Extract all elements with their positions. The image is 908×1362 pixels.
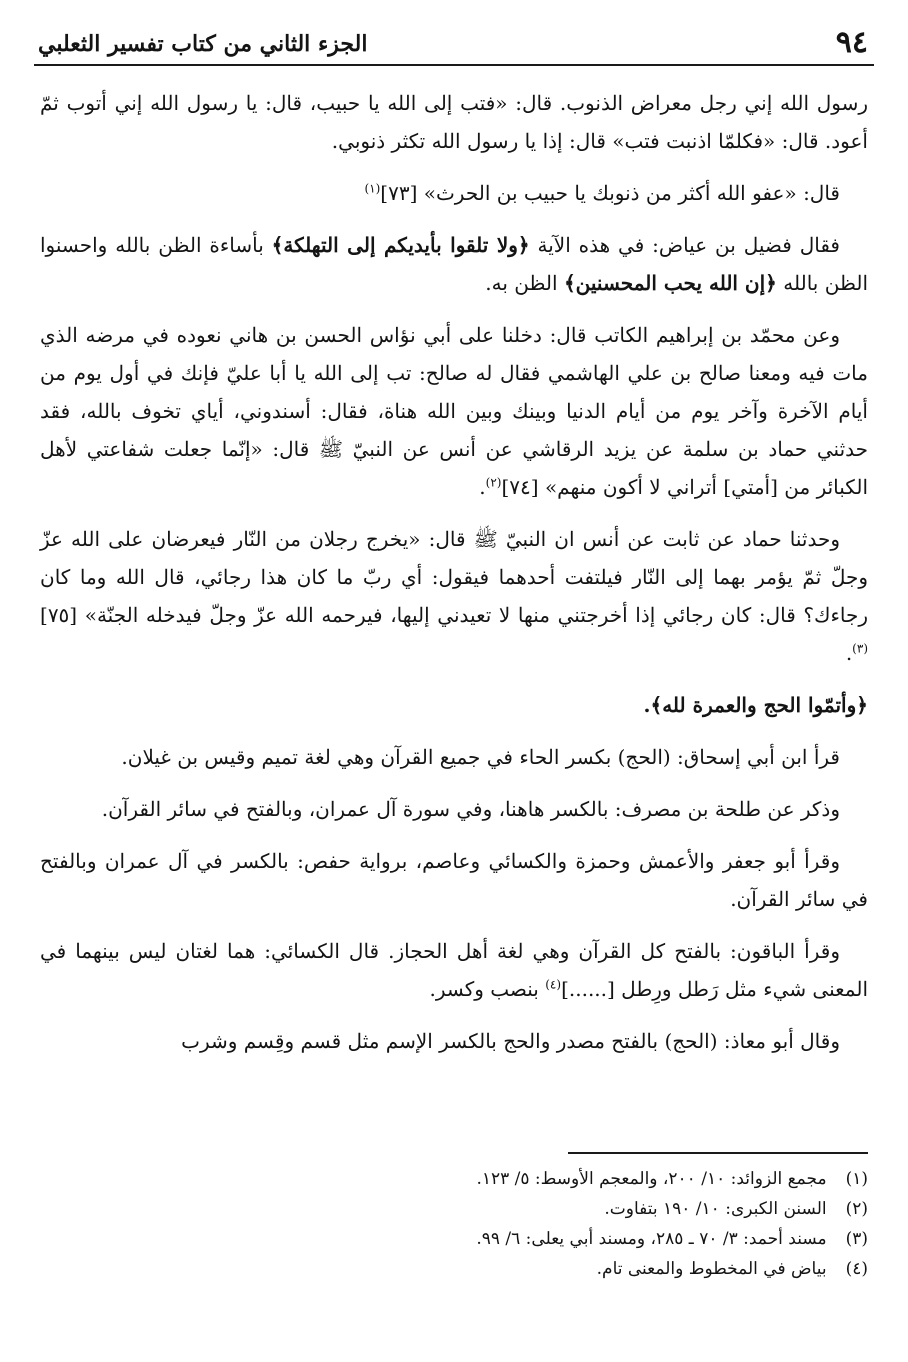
- footnote-text: بياض في المخطوط والمعنى تام.: [596, 1259, 827, 1279]
- paragraph-4: [40, 316, 868, 506]
- paragraph-1: [40, 84, 868, 160]
- footnote-number: (٤): [845, 1259, 868, 1279]
- paragraph-7: [40, 790, 868, 828]
- footnote-ref: (٤): [545, 977, 562, 992]
- paragraph-10: [40, 1022, 868, 1060]
- footnote-3: [40, 1224, 868, 1254]
- paragraph-text: قرأ ابن أبي إسحاق: (الحج) بكسر الحاء في جميع القرآن وهي لغة تميم وقيس بن غيلان.: [121, 745, 840, 769]
- footnote-1: [40, 1164, 868, 1194]
- page-header: [34, 24, 874, 66]
- paragraph-text: فقال فضيل بن عياض: في هذه الآية: [529, 233, 840, 257]
- paragraph-text: وحدثنا حماد عن ثابت عن أنس ان النبيّ ﷺ قال: «يخرج رجلان من النّار فيعرضان على الله عزّ وجلّ ثمّ يؤمر بهما إلى النّار فيلتفت أحدهما فيقول: أي ربّ ما كان هذا رجائي، قال الله وما كان رجاءك؟ قال: كان رجائي إذا أخرجتني منها لا تعيدني إليها، فيرحمه الله عزّ وجلّ فيدخله الجنّة» [٧٥]: [40, 527, 868, 627]
- verse-heading: ﴿وأتمّوا الحج والعمرة لله﴾.: [643, 693, 868, 717]
- paragraph-text: وقرأ الباقون: بالفتح كل القرآن وهي لغة أهل الحجاز. قال الكسائي: هما لغتان ليس بينهما في المعنى شيء مثل رَطل ورِطل [......]: [40, 939, 868, 1001]
- main-text: [40, 84, 868, 1074]
- quran-quote: ﴿ولا تلقوا بأيديكم إلى التهلكة﴾: [271, 233, 530, 257]
- quran-quote: ﴿إن الله يحب المحسنين﴾: [563, 271, 777, 295]
- footnote-number: (٣): [845, 1229, 868, 1249]
- footnote-text: مجمع الزوائد: ١٠/ ٢٠٠، والمعجم الأوسط: ٥/ ١٢٣.: [476, 1169, 827, 1189]
- running-title: الجزء الثاني من كتاب تفسير الثعلبي: [38, 31, 368, 57]
- paragraph-text: وذكر عن طلحة بن مصرف: بالكسر هاهنا، وفي سورة آل عمران، وبالفتح في سائر القرآن.: [101, 797, 840, 821]
- paragraph-text: قال: «عفو الله أكثر من ذنوبك يا حبيب بن الحرث» [٧٣]: [380, 181, 840, 205]
- page-number: ٩٤: [835, 25, 868, 60]
- footnote-divider: [568, 1152, 868, 1154]
- footnote-text: مسند أحمد: ٣/ ٧٠ ـ ٢٨٥، ومسند أبي يعلى: ٦/ ٩٩.: [476, 1229, 827, 1249]
- paragraph-text: وقال أبو معاذ: (الحج) بالفتح مصدر والحج بالكسر الإسم مثل قسم وقِسم وشرب: [181, 1029, 840, 1053]
- paragraph-9: [40, 932, 868, 1008]
- paragraph-text: وقرأ أبو جعفر والأعمش وحمزة والكسائي وعاصم، برواية حفص: بالكسر في آل عمران وبالفتح في سائر القرآن.: [40, 849, 868, 911]
- footnote-ref: (٢): [485, 475, 502, 490]
- paragraph-text: رسول الله إني رجل معراض الذنوب. قال: «فتب إلى الله يا حبيب، قال: يا رسول الله إني أتوب ثمّ أعود. قال: «فكلمّا اذنبت فتب» قال: إذا يا رسول الله تكثر ذنوبي.: [40, 91, 868, 153]
- paragraph-text: وعن محمّد بن إبراهيم الكاتب قال: دخلنا على أبي نؤاس الحسن بن هاني نعوده في مرضه الذي مات فيه ومعنا صالح بن علي الهاشمي فقال له صالح: تب إلى الله يا أبا عليّ فإنك في أول يوم من أيام الآخرة وآخر يوم من أيام الدنيا وبينك وبين الله هناة، فقال: أسندوني، أياي تخوف بالله، فقد حدثني حماد بن سلمة عن يزيد الرقاشي عن أنس عن النبيّ ﷺ قال: «إنّما جعلت شفاعتي لأهل الكبائر من [أمتي] أتراني لا أكون منهم» [٧٤]: [40, 323, 868, 499]
- paragraph-end: بنصب وكسر.: [429, 977, 546, 1001]
- paragraph-text: الظن به.: [485, 271, 564, 295]
- paragraph-6: [40, 738, 868, 776]
- paragraph-text: بأساءة الظن بالله واحسنوا الظن بالله: [40, 233, 868, 295]
- paragraph-5: [40, 520, 868, 672]
- paragraph-8: [40, 842, 868, 918]
- footnote-2: [40, 1194, 868, 1224]
- footnote-ref: (٣): [852, 641, 868, 656]
- paragraph-2: [40, 174, 868, 212]
- paragraph-end: .: [845, 641, 853, 665]
- footnotes: [40, 1152, 868, 1284]
- footnote-ref: (١): [364, 181, 381, 196]
- footnote-text: السنن الكبرى: ١٠/ ١٩٠ بتفاوت.: [604, 1199, 827, 1219]
- paragraph-3: [40, 226, 868, 302]
- footnote-number: (٢): [845, 1199, 868, 1219]
- footnote-4: [40, 1254, 868, 1284]
- footnote-number: (١): [845, 1169, 868, 1189]
- paragraph-end: .: [479, 475, 486, 499]
